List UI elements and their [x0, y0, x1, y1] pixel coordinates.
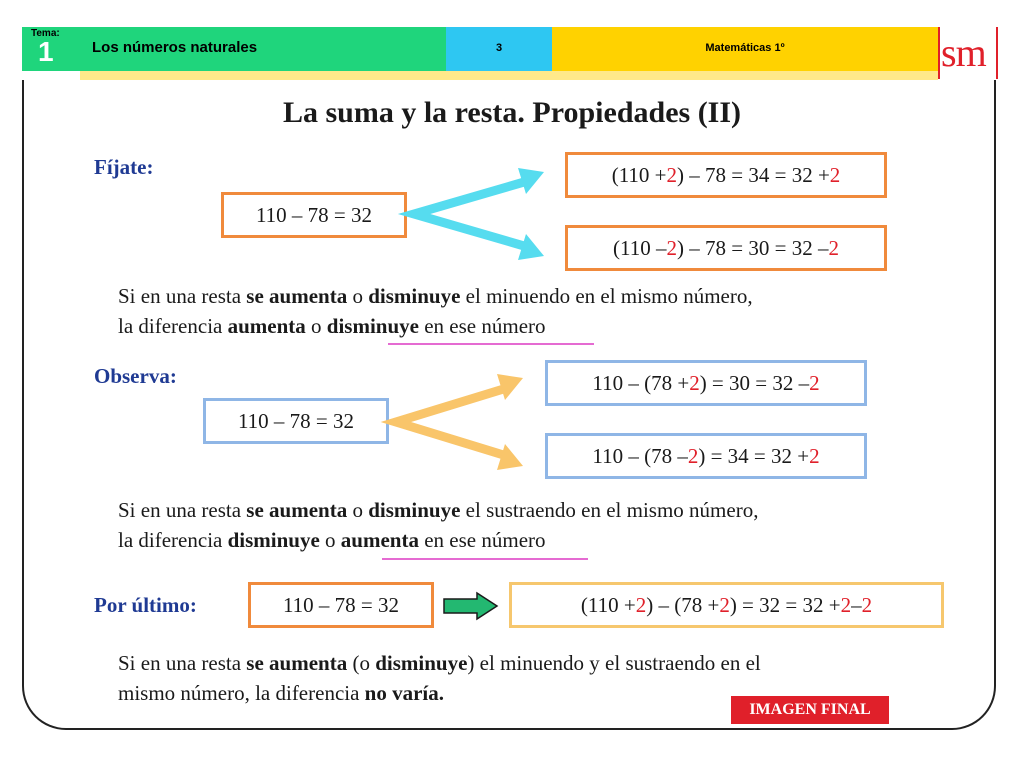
text: o — [347, 284, 369, 308]
text: Si en una resta — [118, 498, 247, 522]
page-title: La suma y la resta. Propiedades (II) — [282, 96, 742, 129]
publisher-logo — [938, 27, 998, 79]
text-bold: disminuye — [375, 651, 468, 675]
source-equation-box: 110 – 78 = 32 — [221, 192, 407, 238]
topic-number: 1 — [38, 36, 54, 67]
result-box-increase — [565, 152, 887, 198]
rule-line — [118, 678, 761, 708]
text: el sustraendo en el mismo número, — [460, 498, 759, 522]
emphasis-underline — [382, 558, 588, 560]
page-number: 3 — [495, 42, 503, 54]
text: o — [347, 498, 369, 522]
text-bold: disminuye — [326, 314, 419, 338]
expr-part: ) – (78 + — [646, 592, 720, 617]
text-bold: disminuye — [368, 284, 461, 308]
source-equation-box: 110 – 78 = 32 — [248, 582, 434, 628]
expr-part: ) – 78 = 34 = 32 + — [677, 162, 830, 187]
emphasis-underline — [388, 343, 594, 345]
rule-line — [118, 311, 753, 341]
rule-text-minuend — [118, 281, 753, 341]
expr-part: 110 – (78 + — [592, 370, 690, 395]
expr-part: (110 – — [613, 235, 667, 260]
expr-part: – — [851, 592, 862, 617]
text: mismo número, la diferencia — [118, 681, 365, 705]
expr-highlight: 2 — [861, 592, 873, 617]
text: o — [319, 528, 341, 552]
result-box-both — [509, 582, 944, 628]
text-bold: aumenta — [340, 528, 419, 552]
expr-highlight: 2 — [828, 235, 839, 260]
text: el minuendo en el mismo número, — [460, 284, 753, 308]
rule-text-subtrahend — [118, 495, 758, 555]
text: en ese número — [418, 314, 546, 338]
expr-part: ) = 34 = 32 + — [698, 443, 810, 468]
text: en ese número — [418, 528, 546, 552]
rule-line — [118, 525, 758, 555]
logo-rule-left — [938, 27, 940, 79]
text: la diferencia — [118, 528, 228, 552]
text-bold: se aumenta — [246, 284, 348, 308]
expr-highlight: 2 — [687, 443, 699, 468]
section-heading-observa: Observa: — [94, 364, 177, 388]
source-equation-box: 110 – 78 = 32 — [203, 398, 389, 444]
text: Si en una resta — [118, 651, 247, 675]
expr-part: ) = 30 = 32 – — [699, 370, 810, 395]
rule-line — [118, 495, 758, 525]
expr-part: (110 + — [611, 162, 667, 187]
expr-highlight: 2 — [635, 592, 647, 617]
text-bold: disminuye — [227, 528, 320, 552]
rule-line — [118, 648, 761, 678]
final-image-button[interactable]: IMAGEN FINAL — [731, 696, 889, 724]
expr-highlight: 2 — [689, 370, 700, 395]
text-bold: se aumenta — [246, 651, 348, 675]
logo-rule-right — [996, 27, 998, 79]
topic-label: Tema: — [31, 28, 60, 39]
expr-highlight: 2 — [666, 235, 678, 260]
subject-bar — [552, 27, 938, 71]
expr-highlight: 2 — [809, 370, 820, 395]
text: o — [305, 314, 327, 338]
expr-highlight: 2 — [719, 592, 730, 617]
text: Si en una resta — [118, 284, 247, 308]
expr-part: (110 + — [580, 592, 636, 617]
section-heading-por-ultimo: Por último: — [94, 593, 197, 617]
text: (o — [347, 651, 376, 675]
text-bold: se aumenta — [246, 498, 348, 522]
expr-highlight: 2 — [840, 592, 852, 617]
result-box-decrease — [565, 225, 887, 271]
expr-highlight: 2 — [829, 162, 841, 187]
expr-part: ) – 78 = 30 = 32 – — [677, 235, 829, 260]
text: la diferencia — [118, 314, 228, 338]
rule-line — [118, 281, 753, 311]
expr-highlight: 2 — [809, 443, 820, 468]
unit-title: Los números naturales — [92, 39, 258, 56]
header-strip — [80, 71, 938, 80]
unit-title-bar — [80, 27, 446, 71]
expr-part: 110 – (78 – — [592, 443, 688, 468]
expr-part: ) = 32 = 32 + — [729, 592, 841, 617]
text-bold: disminuye — [368, 498, 461, 522]
expr-highlight: 2 — [666, 162, 678, 187]
text-bold: no varía. — [364, 681, 445, 705]
topic-badge — [22, 27, 80, 71]
text: ) el minuendo y el sustraendo en el — [467, 651, 761, 675]
rule-text-both — [118, 648, 761, 708]
subject-label: Matemáticas 1º — [705, 42, 785, 54]
section-heading-fijate: Fíjate: — [94, 155, 154, 179]
text-bold: aumenta — [227, 314, 306, 338]
result-box-decrease — [545, 433, 867, 479]
result-box-increase — [545, 360, 867, 406]
page-number-box — [446, 27, 552, 71]
logo-text: sm — [941, 30, 986, 75]
